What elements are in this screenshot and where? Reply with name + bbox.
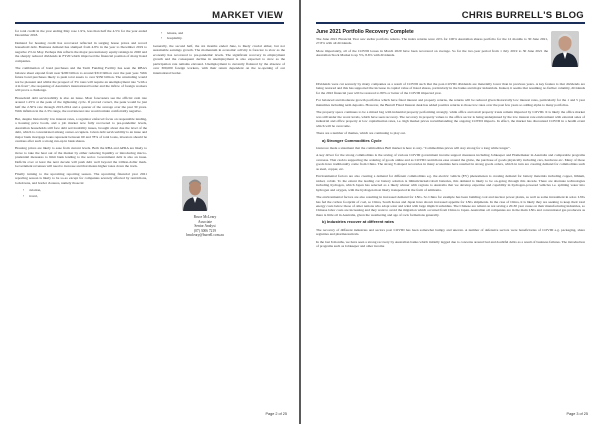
paragraph: Glencore made a statement that the commodities Bull market is here to stay. "Commodities prices will stay strong for a long while longer". xyxy=(316,145,511,150)
paragraph: A key driver for the strong commodities is the saving of various COVID government income support measures including Jobkeeper and Homemaker in Australia and comparable programs overseas. That cash is supporting the ordering of goods online and as COVID restrictions ease around the globe, the purchase of goods physically including cars, hardware etc. Many of those goods have traditionally come from China. The strong V-shaped recoveries in many economies have resulted in strong goods orders, which in turn are creating demand for commodities such as steel, copper, etc. xyxy=(316,153,585,171)
article-body xyxy=(316,82,585,412)
analyst-photo xyxy=(182,176,208,211)
analyst-email-link[interactable]: bmcleary@burrell.com.au xyxy=(186,233,224,238)
left-column-2 xyxy=(153,29,285,179)
analyst-role: Senior Analyst xyxy=(194,224,216,229)
left-column-1 xyxy=(15,29,147,409)
header-rule xyxy=(316,22,585,24)
author-photo xyxy=(551,31,579,67)
paragraph: More importantly, all of the COVID losses in March 2020 have been recovered on average. So far the two-year period from 1 July 2019 to 30 June 2021 the Australian Stock Market is up 5%, 8.6% with dividends. xyxy=(316,48,548,58)
paragraph: for total credit in the year ending May rose 1.9%, less than half the 4.5% for the year ended December 2018. xyxy=(15,29,147,38)
paragraph: The combination of bond purchases and the Term Funding Facility has seen the RBA's balance sheet expand from near $200 billion to around $310 billion over the past year. With future bond purchases likely to push total assets to over $350 billion. The unwinding would not be pleasant and whilst the prospect of 3% rates will require an unemployment rate "with a 4 in front", the reopening of Australia's international border and the inflow of foreign workers will prove a challenge. xyxy=(15,66,147,93)
section-heading: a) Stronger Commodities Cycle xyxy=(322,137,382,143)
paragraph: But, despite historically low interest rates, a regulator enforced focus on responsible lending, a housing price boom, and a job market now fully recovered to pre-pandemic levels, Australian households still face debt serviceability issues, brought about due the level of the debt, which is concentrated among owner-occupiers. Given debt serviceability is an issue and major bank mortgage loans represent between 60 and 78% of total loans, investors should be cautious after such a strong run-up in bank shares. xyxy=(15,116,147,143)
list-item: • aviation, xyxy=(29,188,147,192)
person-photo-icon xyxy=(182,176,208,211)
person-photo-icon xyxy=(551,31,579,67)
analyst-name: Bruce McLeary xyxy=(193,215,217,219)
paragraph: The June 2021 Financial Year saw stellar portfolio returns. The index returns were 24% for 100% Australian shares portfolio for the 12 months to 30 June 2021, 27.8% with all dividends. xyxy=(316,37,548,46)
page-number: Page 2 of 25 xyxy=(265,412,287,416)
page-number: Page 3 of 25 xyxy=(566,412,588,416)
right-page xyxy=(301,0,600,424)
paragraph: Environmental factors are also creating a demand for different commodities e.g. the electric vehicle (EV) phenomenon is creating demand for battery materials including copper, lithium, nickel, cobalt. To the extent the leading car battery solution is lithium/nickel/cobalt batteries, this demand is likely to be on-going through this decade. There are alternate technologies including hydrogen, which Japan has selected as a likely winner with regions to Australia that we develop expertise and capability in hydrogen-powered vehicles i.e. splitting water into hydrogen and oxygen, with the hydrogen most likely transported in the form of ammonia. xyxy=(316,174,585,192)
page-header-blog: CHRIS BURRELL'S BLOG xyxy=(461,10,584,21)
paragraph: In the last 6 months, we have seen a strong recovery by Australian banks which initially lagged due to concerns around bad and doubtful debts as a result of business failures. The introduction of programs such as Jobkeeper and other income xyxy=(316,239,585,249)
bullet-list xyxy=(167,31,285,41)
paragraph: Household debt serviceability is also an issue. Most forecasters see the official cash rate around 1.25% at the peak of the tightening cycle. If proved correct, the peak would be just half the 2.50% rate through 2013-2014 and a quarter of the average over the past 30 years. With inflation in the 2-3% range, the real interest rate would remain comfortably negative. xyxy=(15,95,147,114)
paragraph: There are a number of themes, which are continuing to play out. xyxy=(316,131,406,136)
list-item: • travel, xyxy=(29,194,147,198)
paragraph: Finally turning to the upcoming reporting season. The upcoming financial year 2021 reporting season is likely to be so-so except for companies severely affected by restrictions, lockdowns, and border closures, namely those in: xyxy=(15,171,147,185)
article-title: June 2021 Portfolio Recovery Complete xyxy=(316,29,414,35)
section-heading: b) Industries recover at different rates xyxy=(322,219,395,225)
bullet-list xyxy=(29,188,147,198)
paragraph: Housing prices are likely to ease from current levels. Both the RBA and APRA are likely to move to take the heat out of the market by either reducing liquidity or introducing macro-prudential measures to limit bank lending to the sector. Government debt is also an issue. Deficits over at least the next decade will push debt well beyond the trillion-dollar mark. Government revenues will need to increase and that means higher taxes down the track. xyxy=(15,146,147,169)
paragraph: The recovery of different industries and sectors post COVID has been somewhat bumpy and uneven. A number of defensive sectors were beneficiaries of COVID e.g. packaging, share registries and pharmaceuticals. xyxy=(316,227,585,237)
paragraph: The property space continues to be a mixed bag with industrial property performing strongly, while office and retail property trusts remain impacted by COVID. It is likely the office market was still under the worst levels, which have seen recovery. The recovery in property values to the office sector is being underpinned by the low interest rate environment with external sales of industrial and office property at low capitalisation rates, i.e. high market prices notwithstanding the ongoing COVID impacts. In effect, the market has discounted COVID in a health event which will be overcome. xyxy=(316,110,585,128)
page-header-market-view: MARKET VIEW xyxy=(212,10,283,21)
paragraph: Generally, the second half, the six months ended June, is likely crucial either, but not sustainable earnings growth. The momentum in economic activity is forecast to slow as the economy has recovered to pre-pandemic levels. The significant recovery in employment growth and the consequent decline in unemployment is also expected to slow as the participation rate remains elevated. Unemployment is currently flattered by the absence of over 300,000 foreign workers, with their return dependent on the re-opening of our international border. xyxy=(153,43,285,75)
paragraph: Demand for housing credit has recovered reflected in surging house prices and record household debt. Business demand has slumped from 4.8% in the year to December 2019 to negative 2% in May. Perhaps this reflects the major precautionary equity raisings in 2020 and the sharply reduced dividends in FY20 which improved the financial position of many listed companies. xyxy=(15,40,147,63)
list-item: • leisure, and xyxy=(167,31,285,35)
paragraph: Dividends were cut severely by many companies as a result of COVID such that the post-COVID dividends are materially lower than in previous years. A key feature is that dividends are being restored and this has supported the increase in capital value of listed shares, particularly in the banks and major industrials. Indeed, it seems that resuming no further calamity, dividends for the 2022 financial year will be restored to 80% or better of the COVID impacted year. xyxy=(316,82,585,95)
paragraph: The environmental factors are also resulting in increased demand for LNG. So China for example has been building coal and nuclear power plants, as well as some investment in solar. LNG has fed the carbon footprint of coal, so China, South Korea and Japan have shown increased appetite for LNG shipments. In the case of China, it is likely they are seeking to keep their total energy costs below those of other nations who adopt solar and wind with large implicit subsidies. The Chinese are reliant on not saving a 20-30 year cause on their manufacturing industries, so Chinese labor costs are increasing and they want to avoid the migration which occurred from China to Japan. Australian oil companies are in the main LNG and conventional gas producers as there is little oil in Australia, given the weathering and age of rock formations generally. xyxy=(316,195,585,217)
analyst-role: Associate xyxy=(198,219,212,224)
article-intro xyxy=(316,37,548,81)
header-rule xyxy=(15,22,284,24)
analyst-phone: (07) 3006 7219 xyxy=(193,228,217,233)
left-page xyxy=(0,0,299,424)
paragraph: For balanced and moderate growth portfolios which have fixed interest and property returns, the returns will be reduced given historically low interest rates, particularly for the 1 and 5 year maturities including term deposits. However, the Burrell Fixed Interest desk has added positive returns to those low rates over the past few years so adding alpha to many portfolios. xyxy=(316,98,585,107)
analyst-bio xyxy=(160,215,250,238)
list-item: • hospitality. xyxy=(167,36,285,40)
